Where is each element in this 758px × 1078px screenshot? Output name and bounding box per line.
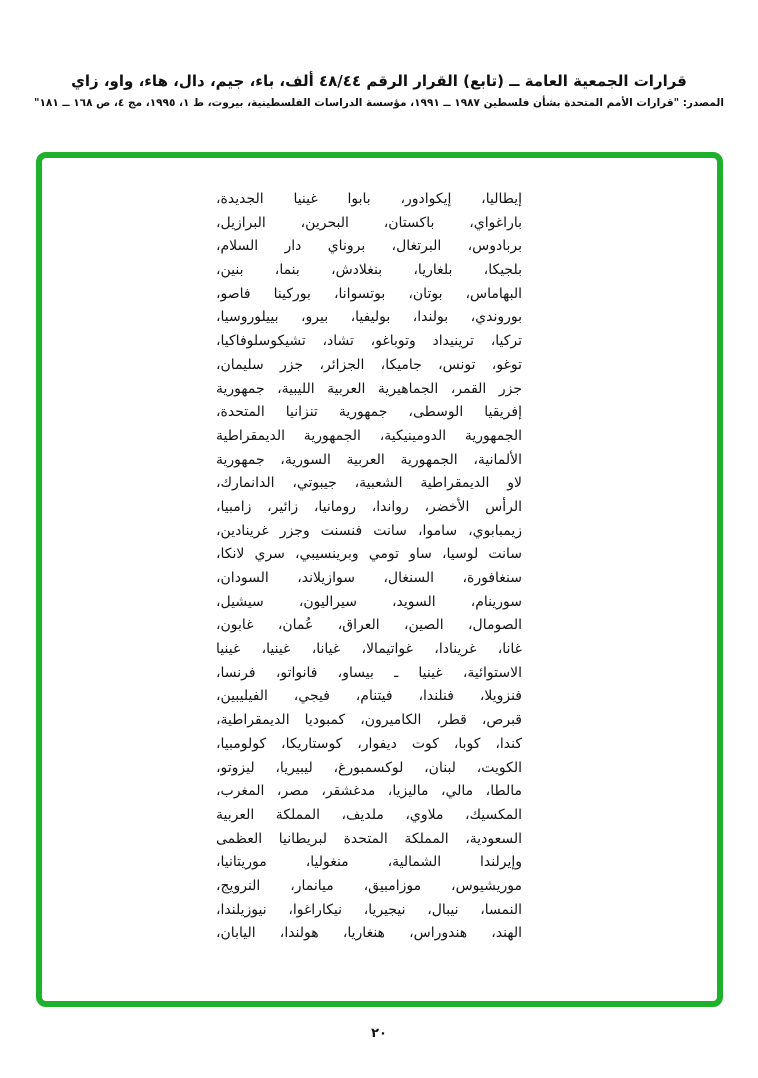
body-line: بلجيكا، بلغاريا، بنغلادش، بنما، بنين،	[216, 262, 522, 279]
body-line: إيطاليا، إيكوادور، بابوا غينيا الجديدة،	[216, 191, 522, 207]
body-line: الهند، هندوراس، هنغاريا، هولندا، اليابان،	[216, 925, 522, 942]
header-source-citation: المصدر: "قرارات الأمم المتحدة بشأن فلسطين ١٩٨٧ ــ ١٩٩١، مؤسسة الدراسات الفلسطينية، بيروت، ط ١، ١٩٩٥، مج ٤، ص ١٦٨ ــ ١٨١"	[34, 97, 724, 109]
header-title: قرارات الجمعية العامة ــ (تابع) القرار الرقم ٤٨/٤٤ ألف، باء، جيم، دال، هاء، واو، زاي	[71, 72, 687, 90]
body-line: الرأس الأخضر، رواندا، رومانيا، زائير، زامبيا،	[216, 498, 522, 515]
body-line: الصومال، الصين، العراق، عُمان، غابون،	[216, 617, 522, 634]
body-line: بوروندي، بولندا، بوليفيا، بيرو، بييلوروسيا،	[216, 309, 522, 326]
body-line: موريشيوس، موزامبيق، ميانمار، النرويج،	[216, 877, 522, 894]
body-line: تركيا، ترينيداد وتوباغو، تشاد، تشيكوسلوفاكيا،	[216, 333, 522, 350]
body-line: إفريقيا الوسطى، جمهورية تنزانيا المتحدة،	[216, 404, 522, 421]
country-list	[216, 188, 522, 946]
body-line: زيمبابوي، ساموا، سانت فنسنت وجزر غرينادين،	[216, 522, 522, 539]
content-border-box	[36, 152, 723, 1007]
body-line: لاو الديمقراطية الشعبية، جيبوتي، الدانمارك،	[216, 475, 522, 492]
body-line: البهاماس، بوتان، بوتسوانا، بوركينا فاصو،	[216, 285, 522, 302]
body-line: سانت لوسيا، ساو تومي وبرينسيبي، سري لانكا،	[216, 546, 522, 563]
body-line: الألمانية، الجمهورية العربية السورية، جمهورية	[216, 451, 522, 468]
body-line: فنزويلا، فنلندا، فيتنام، فيجي، الفيليبين،	[216, 688, 522, 705]
body-line: باراغواي، باكستان، البحرين، البرازيل،	[216, 214, 522, 231]
body-line: المكسيك، ملاوي، ملديف، المملكة العربية	[216, 806, 522, 823]
body-line: سنغافورة، السنغال، سوازيلاند، السودان،	[216, 570, 522, 586]
body-line: السعودية، المملكة المتحدة لبريطانيا العظمى	[216, 830, 522, 847]
body-line: غانا، غرينادا، غواتيمالا، غيانا، غينيا، غينيا	[216, 641, 522, 658]
body-line: قبرص، قطر، الكاميرون، كمبوديا الديمقراطية،	[216, 712, 522, 729]
body-line: كندا، كوبا، كوت ديفوار، كوستاريكا، كولومبيا،	[216, 735, 522, 752]
body-line: الجمهورية الدومينيكية، الجمهورية الديمقراطية	[216, 427, 522, 444]
body-line: النمسا، نيبال، نيجيريا، نيكاراغوا، نيوزيلندا،	[216, 901, 522, 918]
body-line: جزر القمر، الجماهيرية العربية الليبية، جمهورية	[216, 380, 522, 397]
body-line: سورينام، السويد، سيراليون، سيشيل،	[216, 593, 522, 610]
body-line: مالطا، مالي، ماليزيا، مدغشقر، مصر، المغرب،	[216, 783, 522, 800]
body-line: توغو، تونس، جاميكا، الجزائر، جزر سليمان،	[216, 356, 522, 373]
page-header	[30, 72, 728, 109]
page-number: ٢٠	[371, 1026, 387, 1041]
body-line: الاستوائية، غينيا ـ بيساو، فانواتو، فرنسا،	[216, 664, 522, 681]
body-line: بربادوس، البرتغال، بروناي دار السلام،	[216, 238, 522, 255]
body-line: الكويت، لبنان، لوكسمبورغ، ليبيريا، ليزوتو،	[216, 759, 522, 776]
body-line: وإيرلندا الشمالية، منغوليا، موريتانيا،	[216, 854, 522, 871]
